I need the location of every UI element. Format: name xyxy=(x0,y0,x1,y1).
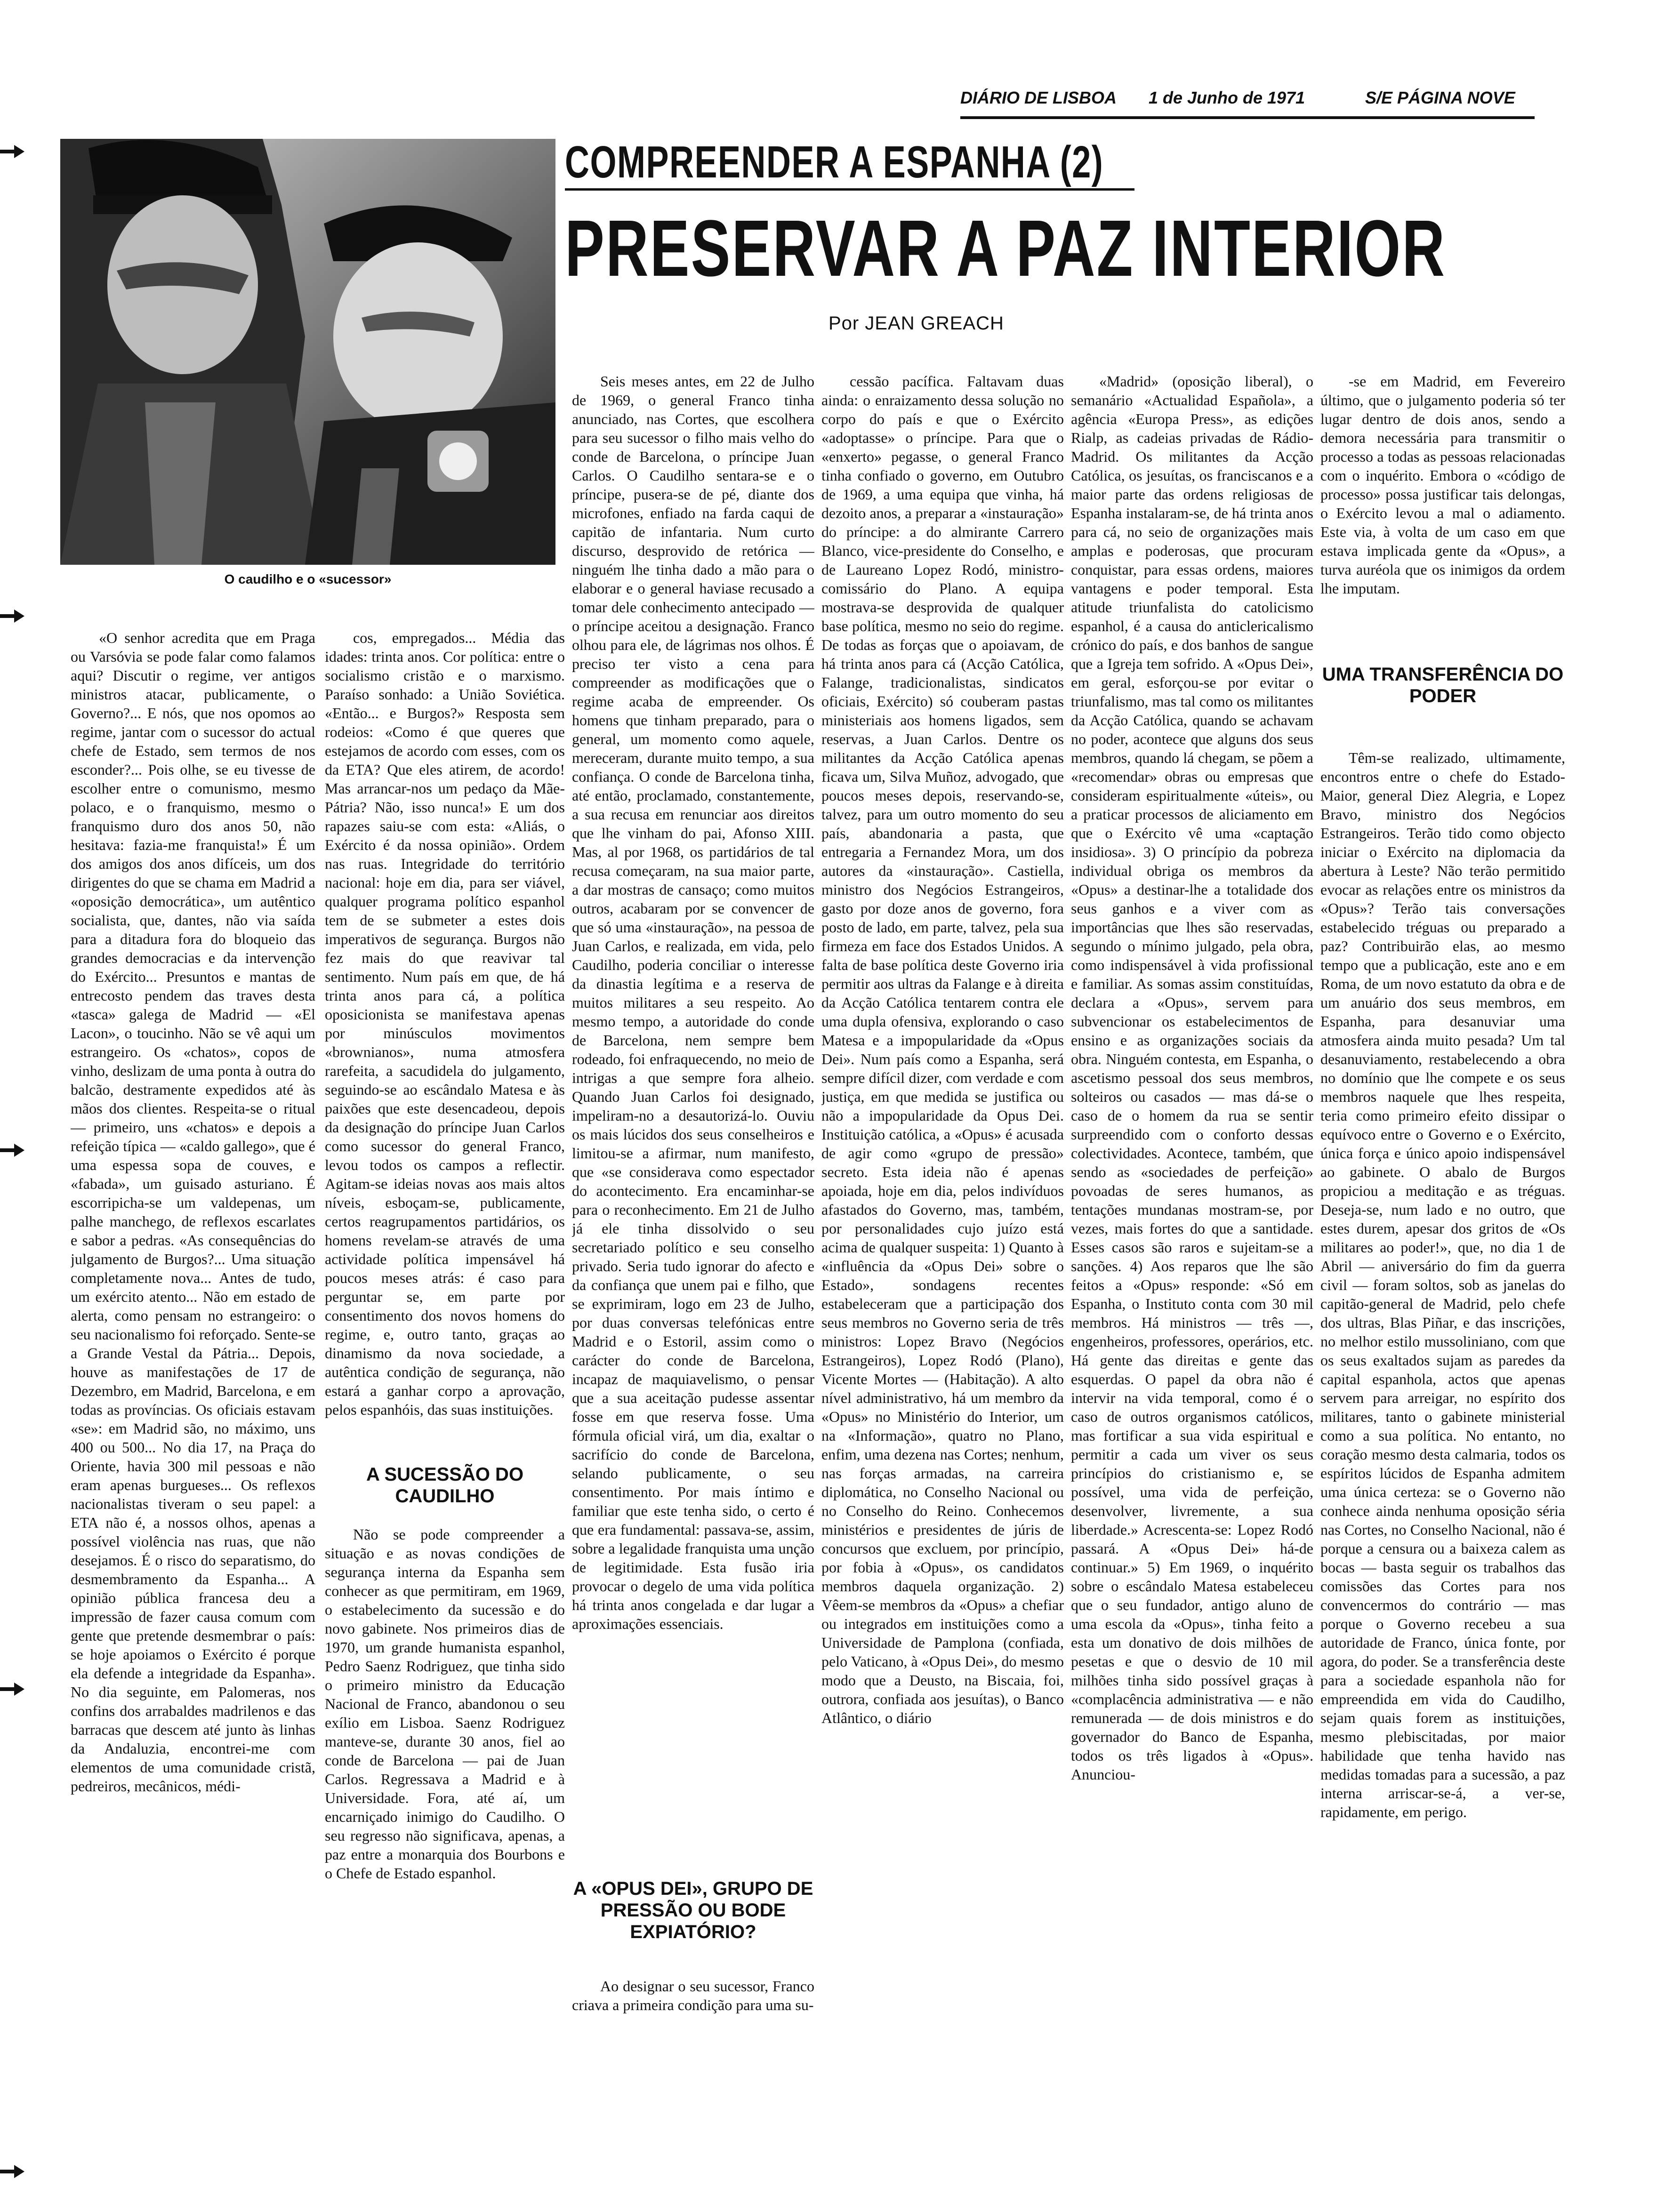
column-6b-text: Têm-se realizado, ultimamente, encontros entre o chefe do Estado-Maior, general Diez Alegria, e Lopez Bravo, ministro dos Negócios Estrangeiros. Terão tido como objecto iniciar o Exército na diplomacia da abertura à Leste? Não terão permitido evocar as relações entre os ministros da «Opus»? Terão tais conversações estabelecido tréguas ou preparado a paz? Contribuirão elas, ao mesmo tempo que a publicação, este ano e em Roma, de um novo estatuto da obra e de um anuário dos seus membros, em Espanha, para desanuviar uma atmosfera ainda muito pesada? Um tal desanuviamento, restabelecendo a obra no domínio que lhe compete e os seus membros naquele que lhes respeita, teria como primeiro efeito dissipar o equívoco entre o Governo e o Exército, única força e único apoio indispensável ao gabinete. O abalo de Burgos propiciou a meditação e as tréguas. Deseja-se, num lado e no outro, que estes durem, apesar dos gritos de «Os militares ao poder!», que, no dia 1 de Abril — aniversário do fim da guerra civil — foram soltos, sob as janelas do capitão-general de Madrid, pelo chefe dos ultras, Blas Piñar, e das inscrições, no melhor estilo mussoliniano, com que os seus exaltados sujam as paredes da capital espanhola, actos que apenas servem para arreigar, no espírito dos militares, tanto o gabinete ministerial como a sua política. No entanto, no coração mesmo desta calmaria, todos os espíritos lúcidos de Espanha admitem uma única certeza: se o Governo não conhece ainda nenhuma oposição séria nas Cortes, no Conselho Nacional, não é porque a censura ou a baixeza calem as bocas — basta seguir os trabalhos das comissões das Cortes para nos convencermos do contrário — mas porque o Governo recebeu a sua autoridade de Franco, única fonte, por agora, do poder. Se a transferência deste para a sociedade espanhola não for empreendida em vida do Caudilho, sejam quais forem as instituições, mesmo plebiscitadas, por maior habilidade que tenha havido nas medidas tomadas para a sucessão, a paz interna arriscar-se-á, a ver-se, rapidamente, em perigo. xyxy=(1320,749,1565,1820)
column-2b-text: Não se pode compreender a situação e as novas condições de segurança interna da Espanha sem conhecer as que permitiram, em 1969, o estabelecimento da sucessão e do novo gabinete. Nos primeiros dias de 1970, um grande humanista espanhol, Pedro Saenz Rodriguez, que tinha sido o primeiro ministro da Educação Nacional de Franco, abandonou o seu exílio em Lisboa. Saenz Rodriguez manteve-se, durante 30 anos, fiel ao conde de Barcelona — pai de Juan Carlos. Regressava a Madrid e à Universidade. Fora, até aí, um encarniçado inimigo do Caudilho. O seu regresso não significava, apenas, a paz entre a monarquia dos Bourbons e o Chefe de Estado espanhol. xyxy=(325,1526,565,1882)
column-3-text: Seis meses antes, em 22 de Julho de 1969, o general Franco tinha anunciado, nas Cortes, que escolhera para seu sucessor o filho mais velho do conde de Barcelona, o príncipe Juan Carlos. O Caudilho sentara-se e o príncipe, pusera-se de pé, diante dos microfones, enfiado na farda caqui de capitão de infantaria. Num curto discurso, desprovido de retórica — ninguém lhe tinha dado a mão para o elaborar e o general haviase recusado a tomar dele conhecimento antecipado — o príncipe aceitou a designação. Franco olhou para ele, de lágrimas nos olhos. É preciso ter visto a cena para compreender as modificações que o regime acaba de empreender. Os homens que tinham preparado, para o general, um momento como aquele, mereceram, durante muito tempo, a sua confiança. O conde de Barcelona tinha, até então, proclamado, constantemente, a sua recusa em renunciar aos direitos que lhe vinham do pai, Afonso XIII. Mas, al por 1968, os partidários de tal recusa começaram, na sua maior parte, a dar mostras de cansaço; como muitos outros, acabaram por se convencer de que só uma «instauração», na pessoa de Juan Carlos, e realizada, em vida, pelo Caudilho, poderia conciliar o interesse da dinastia legítima e a reserva de muitos militares a seu respeito. Ao mesmo tempo, a autoridade do conde de Barcelona, nem sempre bem rodeado, foi enfraquecendo, no meio de intrigas a que sempre fora alheio. Quando Juan Carlos foi designado, impeliram-no a desautorizá-lo. Ouviu os mais lúcidos dos seus conselheiros e limitou-se a afirmar, num manifesto, que «se considerava como espectador do acontecimento. Era encaminhar-se para o reconhecimento. Em 21 de Julho já ele tinha dissolvido o seu secretariado político e seu conselho privado. Seria tudo ignorar do afecto e da confiança que unem pai e filho, que se exprimiram, logo em 23 de Julho, por duas conversas telefónicas entre Madrid e o Estoril, assim como o carácter do conde de Barcelona, incapaz de maquiavelismo, o pensar que a sua aceitação pudesse assentar fosse em que reserva fosse. Uma fórmula oficial virá, um dia, exaltar o sacrifício do conde de Barcelona, selando publicamente, o seu consentimento. Por mais íntimo e familiar que este tenha sido, o certo é que era fundamental: passava-se, assim, sobre a legalidade franquista uma unção de legitimidade. Esta fusão iria provocar o degelo de uma vida política há trinta anos congelada e dar lugar a aproximações essenciais. xyxy=(572,373,814,1632)
subheading-power-transfer: UMA TRANSFERÊNCIA DO PODER xyxy=(1322,664,1564,706)
margin-arrow-icon xyxy=(0,1687,17,1691)
issue-date: 1 de Junho de 1971 xyxy=(1149,88,1305,107)
subheading-succession: A SUCESSÃO DO CAUDILHO xyxy=(366,1464,524,1507)
article-byline: Por JEAN GREACH xyxy=(828,313,1004,334)
margin-arrow-icon xyxy=(0,1148,17,1152)
article-column-2-bottom xyxy=(325,1525,565,2198)
title-divider xyxy=(565,188,1134,191)
article-column-1 xyxy=(71,628,315,2196)
article-column-6-bottom xyxy=(1320,748,1565,2198)
column-4-text: cessão pacífica. Faltavam duas ainda: o enraizamento dessa solução no corpo do país e que o Exército «adoptasse» o príncipe. Para que o «enxerto» pegasse, o general Franco tinha confiado o governo, em Outubro de 1969, a uma equipa que vinha, há dezoito anos, a preparar a «instauração» do príncipe: a do almirante Carrero Blanco, vice-presidente do Conselho, e de Laureano Lopez Rodó, ministro-comissário do Plano. A equipa mostrava-se desprovida de qualquer base política, mesmo no seio do regime. De todas as forças que o apoiavam, de há trinta anos para cá (Acção Católica, Falange, tradicionalistas, sindicatos oficiais, Exército) só couberam pastas ministeriais aos homens ligados, sem reservas, a Juan Carlos. Dentre os militantes da Acção Católica apenas ficava um, Silva Muñoz, advogado, que poucos meses depois, reservando-se, talvez, para um outro momento do seu país, abandonaria a pasta, que entregaria a Fernandez Mora, um dos autores da «instauração». Castiella, ministro dos Negócios Estrangeiros, gasto por doze anos de governo, fora posto de lado, em parte, talvez, pela sua firmeza em face dos Estados Unidos. A falta de base política deste Governo iria permitir aos ultras da Falange e à direita da Acção Católica tentarem contra ele uma dupla ofensiva, explorando o caso Matesa e a impopularidade da «Opus Dei». Num país como a Espanha, será sempre difícil dizer, com verdade e com justiça, em que medida se justifica ou não a impopularidade da Opus Dei. Instituição católica, a «Opus» é acusada de agir como «grupo de pressão» secreto. Esta ideia não é apenas apoiada, hoje em dia, pelos indivíduos afastados do Governo, mas, também, por personalidades cujo juízo está acima de qualquer suspeita: 1) Quanto à «influência da «Opus Dei» sobre o Estado», sondagens recentes estabeleceram que a participação dos seus membros no Governo seria de três ministros: Lopez Bravo (Negócios Estrangeiros), Lopez Rodó (Plano), Vicente Mortes — (Habitação). A alto nível administrativo, há um membro da «Opus» no Ministério do Interior, um na «Informação», quatro no Plano, enfim, uma dezena nas Cortes; nenhum, nas forças armadas, na carreira diplomática, no Conselho Nacional ou no Conselho do Reino. Conhecemos ministérios e presidentes de júris de concursos que excluem, por princípio, por fobia à «Opus», os candidatos membros daquela organização. 2) Vêem-se membros da «Opus» a chefiar ou integrados em instituições como a Universidade de Pamplona (confiada, pelo Vaticano, à «Opus Dei», do mesmo modo que a Deusto, na Biscaia, foi, outrora, confiada aos jesuítas), o Banco Atlântico, o diário xyxy=(821,373,1064,1726)
margin-arrow-icon xyxy=(0,150,17,153)
subheading-opus-dei: A «OPUS DEI», GRUPO DE PRESSÃO OU BODE EXPIATÓRIO? xyxy=(573,1878,813,1942)
article-column-6-top xyxy=(1320,372,1565,654)
article-column-2-top xyxy=(325,628,565,1452)
article-column-3-bottom xyxy=(572,1977,814,2188)
column-6-text: -se em Madrid, em Fevereiro último, que o julgamento poderia só ter lugar dentro de dois anos, sendo a demora necessária para transmitir o processo a todas as pessoas relacionadas com o inquérito. Embora o «código de processo» possa justificar tais delongas, o Exército levou a mal o adiamento. Este via, à volta de um caso em que estava implicada gente da «Opus», a turva auréola que os inimigos da ordem lhe imputam. xyxy=(1320,373,1565,597)
column-5-text: «Madrid» (oposição liberal), o semanário «Actualidad Española», a agência «Europa Press», as edições Rialp, as cadeias privadas de Rádio-Madrid. Os militantes da Acção Católica, os jesuítas, os franciscanos e a maior parte das ordens religiosas de Espanha instalaram-se, de há trinta anos para cá, no seio de organizações mais amplas e poderosas, que procuram conquistar, para essas ordens, maiores vantagens e poder temporal. Esta atitude triunfalista do catolicismo espanhol, é a causa do anticlericalismo crónico do país, e dos banhos de sangue que a Igreja tem sofrido. A «Opus Dei», em geral, esforçou-se por evitar o triunfalismo, mas tal como os militantes da Acção Católica, quando se achavam no poder, acontece que alguns dos seus membros, quando lá chegam, se põem a «recomendar» obras ou empresas que consideram espiritualmente «úteis», ou a praticar processos de aliciamento em que o Exército vê uma «captação insidiosa». 3) O princípio da pobreza individual obriga os membros da «Opus» a destinar-lhe a totalidade dos seus ganhos e a viver com as importâncias que lhes são reservadas, segundo o mínimo julgado, pela obra, como indispensável à vida profissional e familiar. As somas assim constituídas, declara a «Opus», servem para subvencionar os estabelecimentos de ensino e as organizações sociais da obra. Ninguém contesta, em Espanha, o ascetismo pessoal dos seus membros, solteiros ou casados — mas dá-se o caso de o homem da rua se sentir surpreendido com o conforto dessas colectividades. Acontece, também, que sendo as «sociedades de perfeição» povoadas de seres humanos, as tentações mundanas mostram-se, por vezes, mais fortes do que a santidade. Esses casos são raros e sujeitam-se a sanções. 4) Aos reparos que lhe são feitos a «Opus» responde: «Só em Espanha, o Instituto conta com 30 mil membros. Há ministros — três —, engenheiros, professores, operários, etc. Há gente das direitas e gente das esquerdas. O papel da obra não é intervir na vida temporal, como é o caso de outros organismos católicos, mas fortificar a sua vida espiritual e permitir a cada um viver os seus princípios do cristianismo e, se possível, uma vida de perfeição, desenvolver, livremente, a sua liberdade.» Acrescenta-se: Lopez Rodó passará. A «Opus Dei» há-de continuar.» 5) Em 1969, o inquérito sobre o escândalo Matesa estabeleceu que o seu fundador, antigo aluno de uma escola da «Opus», tinha feito a esta um donativo de dois milhões de pesetas e que o desvio de 10 mil milhões tinha sido possível graças à «complacência administrativa — e não remunerada — de dois ministros e do governador do Banco de Espanha, todos os três ligados à «Opus». Anunciou- xyxy=(1071,373,1313,1783)
photo-caption: O caudilho e o «sucessor» xyxy=(224,572,392,586)
article-title: PRESERVAR A PAZ INTERIOR xyxy=(565,204,1447,293)
page-number: S/E PÁGINA NOVE xyxy=(1365,88,1515,107)
margin-arrow-icon xyxy=(0,2170,17,2173)
column-3b-text: Ao designar o seu sucessor, Franco criava a primeira condição para uma su- xyxy=(572,1978,814,2013)
page-header xyxy=(960,82,1535,119)
column-2-text: cos, empregados... Média das idades: trinta anos. Cor política: entre o socialismo cristão e o marxismo. Paraíso sonhado: a União Soviética. «Então... e Burgos?» Resposta sem rodeios: «Como é que queres que estejamos de acordo com esses, com os da ETA? Que eles atirem, de acordo! Mas arrancar-nos um pedaço da Mãe-Pátria? Não, isso nunca!» E um dos rapazes saiu-se com esta: «Aliás, o Exército é da nossa opinião». Ordem nas ruas. Integridade do território nacional: hoje em dia, para ser viável, qualquer programa político espanhol tem de se submeter a estes dois imperativos de segurança. Burgos não fez mais do que reavivar tal sentimento. Num país em que, de há trinta anos para cá, a política oposicionista se manifestava apenas por minúsculos movimentos «brownianos», numa atmosfera rarefeita, a sacudidela do julgamento, seguindo-se ao escândalo Matesa e às paixões que este desencadeou, depois da designação do príncipe Juan Carlos como sucessor do general Franco, levou todos os campos a reflectir. Agitam-se ideias novas aos mais altos níveis, esboçam-se, publicamente, certos reagrupamentos partidários, os homens revelam-se através de uma actividade política impensável há poucos meses atrás: é caso para perguntar se, em parte por consentimento dos novos homens do regime, e, outro tanto, graças ao dinamismo da nova sociedade, a autêntica condição de segurança, não estará a ganhar corpo a aprovação, pelos espanhóis, das suas instituições. xyxy=(325,629,565,1418)
article-column-5 xyxy=(1071,372,1313,2198)
column-1-text: «O senhor acredita que em Praga ou Varsóvia se pode falar como falamos aqui? Discutir o regime, ver antigos ministros atacar, publicamente, o Governo?... E nós, que nos opomos ao regime, jantar com o sucessor do actual chefe de Estado, sem termos de nos esconder?... Pois olhe, se eu tivesse de escolher entre o comunismo, mesmo polaco, e o franquismo, mesmo o franquismo duro dos anos 50, não hesitava: fazia-me franquista!» É um dos amigos dos anos difíceis, um dos dirigentes do que se chama em Madrid a «oposição democrática», um autêntico socialista, que, dantes, não via saída para a ditadura fora do bloqueio das grandes democracias e da intervenção do Exército... Presuntos e mantas de entrecosto pendem das traves desta «tasca» galega de Madrid — «El Lacon», o toucinho. Não se vê aqui um estrangeiro. Os «chatos», copos de vinho, deslizam de uma ponta à outra do balcão, destramente expedidos até às mãos dos clientes. Respeita-se o ritual — primeiro, uns «chatos» e depois a refeição típica — «caldo gallego», que é uma espessa sopa de couves, e «fabada», um guisado asturiano. É escorripicha-se um valdepenas, um palhe manchego, de reflexos escarlates e sabor a pedras. «As consequências do julgamento de Burgos?... Uma situação completamente nova... Antes de tudo, um exército atento... Não em estado de alerta, como pensam no estrangeiro: o seu nacionalismo foi reforçado. Sente-se a Grande Vestal da Pátria... Depois, houve as manifestações de 17 de Dezembro, em Madrid, Barcelona, e em todas as províncias. Os oficiais estavam «se»: em Madrid são, no máximo, uns 400 ou 500... No dia 17, na Praça do Oriente, havia 300 mil pessoas e não eram apenas burgueses... Os reflexos nacionalistas tiveram o seu papel: a ETA não é, a nossos olhos, apenas a possível violência nas ruas, que não desejamos. É o risco do separatismo, do desmembramento da Espanha... A opinião pública francesa deu a impressão de fazer causa comum com gente que pretende desmembrar o país: se hoje apoiamos o Exército é porque ela defende a integridade da Espanha». No dia seguinte, em Palomeras, nos confins dos arrabaldes madrilenos e das barracas que descem até junto às linhas da Andaluzia, encontrei-me com elementos de uma comunidade cristã, pedreiros, mecânicos, médi- xyxy=(71,629,315,1795)
margin-arrow-icon xyxy=(0,614,17,618)
news-photo xyxy=(60,139,555,565)
newspaper-name: DIÁRIO DE LISBOA xyxy=(960,88,1117,107)
article-column-3 xyxy=(572,372,814,1868)
article-column-4 xyxy=(821,372,1064,2198)
article-supertitle: COMPREENDER A ESPANHA (2) xyxy=(565,137,1104,187)
